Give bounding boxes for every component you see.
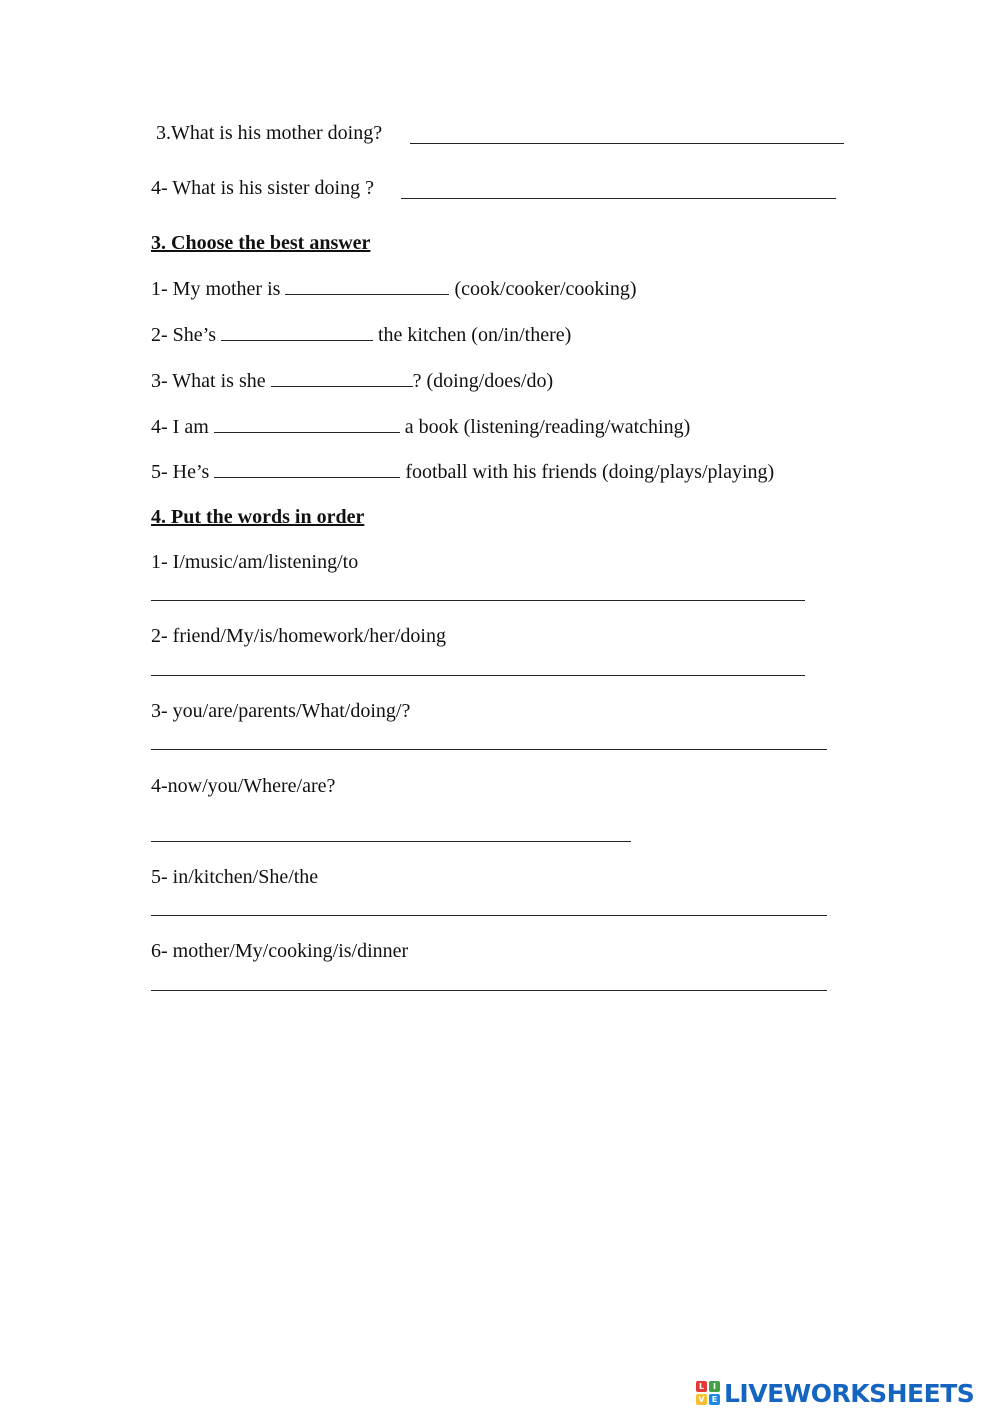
- section-3-heading: 3. Choose the best answer: [151, 232, 371, 254]
- order-item-1: 1- I/music/am/listening/to: [151, 551, 359, 573]
- logo-square: E: [709, 1394, 720, 1405]
- blank-input-4[interactable]: [214, 414, 400, 433]
- answer-line-order-1[interactable]: [151, 600, 805, 601]
- blank-input-2[interactable]: [221, 322, 373, 341]
- answer-line-q4[interactable]: [401, 198, 836, 199]
- answer-line-order-6[interactable]: [151, 990, 827, 991]
- choose-item-4-after: a book (listening/reading/watching): [404, 416, 691, 438]
- choose-item-3-after: ? (doing/does/do): [412, 370, 554, 392]
- answer-line-q3[interactable]: [410, 143, 844, 144]
- choose-item-2-before: 2- She’s: [151, 324, 216, 346]
- logo-square: V: [696, 1394, 707, 1405]
- choose-item-1-after: (cook/cooker/cooking): [454, 278, 637, 300]
- choose-item-5-before: 5- He’s: [151, 461, 210, 483]
- choose-item-5-after: football with his friends (doing/plays/playing): [405, 461, 775, 483]
- choose-item-3: [151, 368, 553, 393]
- choose-item-3-before: 3- What is she: [151, 370, 266, 392]
- blank-input-5[interactable]: [214, 459, 400, 478]
- order-item-6: 6- mother/My/cooking/is/dinner: [151, 940, 409, 962]
- answer-line-order-3[interactable]: [151, 749, 827, 750]
- logo-mark-icon: [696, 1381, 720, 1405]
- answer-line-order-2[interactable]: [151, 675, 805, 676]
- choose-item-1: [151, 276, 637, 301]
- logo-square: L: [696, 1381, 707, 1392]
- choose-item-4: [151, 414, 690, 439]
- question-4-text: 4- What is his sister doing ?: [151, 177, 374, 199]
- choose-item-1-before: 1- My mother is: [151, 278, 281, 300]
- blank-input-3[interactable]: [271, 368, 413, 387]
- choose-item-5: [151, 459, 774, 484]
- section-4-heading: 4. Put the words in order: [151, 506, 365, 528]
- question-4: [151, 176, 374, 200]
- order-item-2: 2- friend/My/is/homework/her/doing: [151, 625, 446, 647]
- blank-input-1[interactable]: [285, 276, 449, 295]
- choose-item-4-before: 4- I am: [151, 416, 209, 438]
- liveworksheets-logo: [696, 1378, 974, 1408]
- order-item-5: 5- in/kitchen/She/the: [151, 866, 319, 888]
- order-item-3: 3- you/are/parents/What/doing/?: [151, 700, 411, 722]
- question-3: [156, 121, 382, 145]
- logo-square: I: [709, 1381, 720, 1392]
- choose-item-2: [151, 322, 571, 347]
- answer-line-order-4[interactable]: [151, 841, 631, 842]
- order-item-4: 4-now/you/Where/are?: [151, 775, 336, 797]
- answer-line-order-5[interactable]: [151, 915, 827, 916]
- logo-text: LIVEWORKSHEETS: [724, 1378, 975, 1408]
- choose-item-2-after: the kitchen (on/in/there): [378, 324, 572, 346]
- question-3-text: 3.What is his mother doing?: [156, 122, 383, 144]
